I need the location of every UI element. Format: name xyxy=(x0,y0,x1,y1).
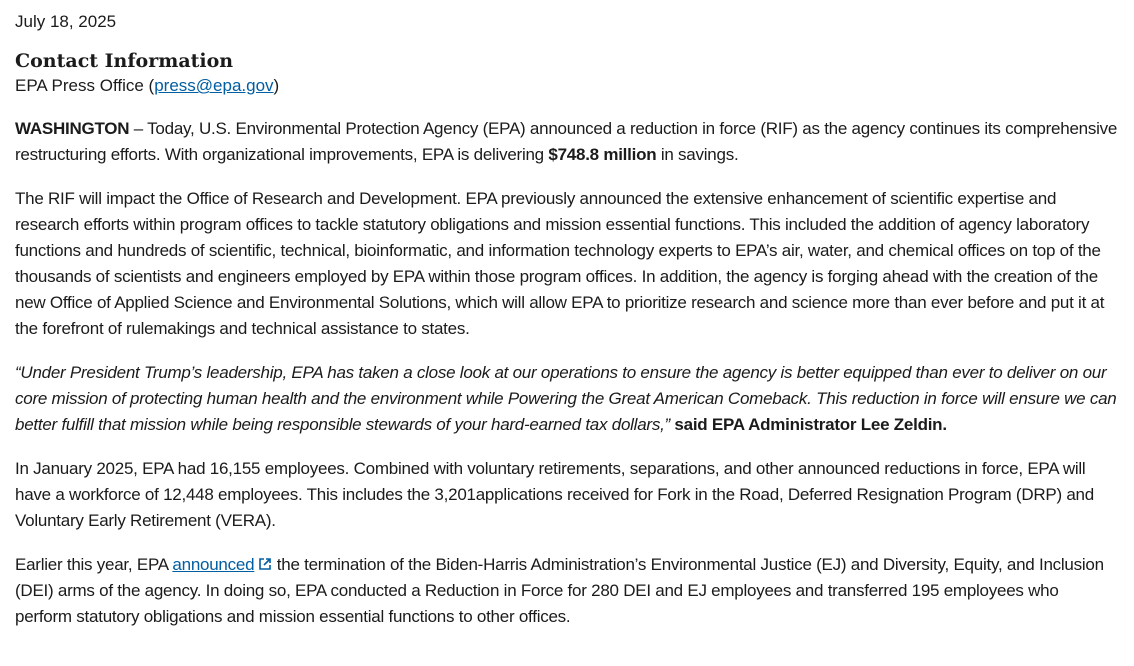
announced-link[interactable]: announced xyxy=(172,555,255,574)
external-link-icon[interactable] xyxy=(258,557,272,571)
dateline: WASHINGTON xyxy=(15,119,130,138)
quote-attribution: said EPA Administrator Lee Zeldin. xyxy=(669,415,947,434)
press-office-label: EPA Press Office ( xyxy=(15,76,155,95)
press-email-link[interactable]: press@epa.gov xyxy=(154,76,274,95)
savings-amount: $748.8 million xyxy=(548,145,657,164)
contact-heading: Contact Information xyxy=(15,50,234,72)
paragraph-dei xyxy=(15,552,1119,630)
quote-text: “Under President Trump’s leadership, EPA has taken a close look at our operations to ensure the agency is better equipped than ever to deliver on our core mission of protecting human health and the environment while Powering the Great American Comeback. This reduction in force will ensure we can better fulfill that mission while being responsible stewards of your hard-earned tax dollars,” xyxy=(15,363,1117,434)
release-date: July 18, 2025 xyxy=(15,12,117,31)
intro-text-b: in savings. xyxy=(656,145,739,164)
dei-text-a: Earlier this year, EPA xyxy=(15,555,173,574)
paragraph-rif: The RIF will impact the Office of Research and Development. EPA previously announced the extensive enhancement of scientific expertise and research efforts within program offices to tackle statutory obligations and mission essential functions. This included the addition of agency laboratory functions and hundreds of scientific, technical, bioinformatic, and information technology experts to EPA’s air, water, and chemical offices on top of the thousands of scientists and engineers employed by EPA within those program offices. In addition, the agency is forging ahead with the creation of the new Office of Applied Science and Environmental Solutions, which will allow EPA to prioritize research and science more than ever before and put it at the forefront of rulemakings and technical assistance to states. xyxy=(15,189,1105,338)
intro-text-a: – Today, U.S. Environmental Protection Agency (EPA) announced a reduction in force (RIF) as the agency continues its comprehensive restructuring efforts. With organizational improvements, EPA is delivering xyxy=(15,119,1118,164)
contact-line xyxy=(15,74,1119,98)
paragraph-workforce: In January 2025, EPA had 16,155 employees. Combined with voluntary retirements, separations, and other announced reductions in force, EPA will have a workforce of 12,448 employees. This includes the 3,201applications received for Fork in the Road, Deferred Resignation Program (DRP) and Voluntary Early Retirement (VERA). xyxy=(15,459,1094,530)
paragraph-intro xyxy=(15,116,1119,168)
close-paren: ) xyxy=(273,76,280,95)
paragraph-quote xyxy=(15,360,1119,438)
dei-text-b: the termination of the Biden-Harris Administration’s Environmental Justice (EJ) and Diversity, Equity, and Inclusion (DEI) arms of the agency. In doing so, EPA conducted a Reduction in Force for 280 DEI and EJ employees and transferred 195 employees who perform statutory obligations and mission essential functions to other offices. xyxy=(15,555,1104,626)
